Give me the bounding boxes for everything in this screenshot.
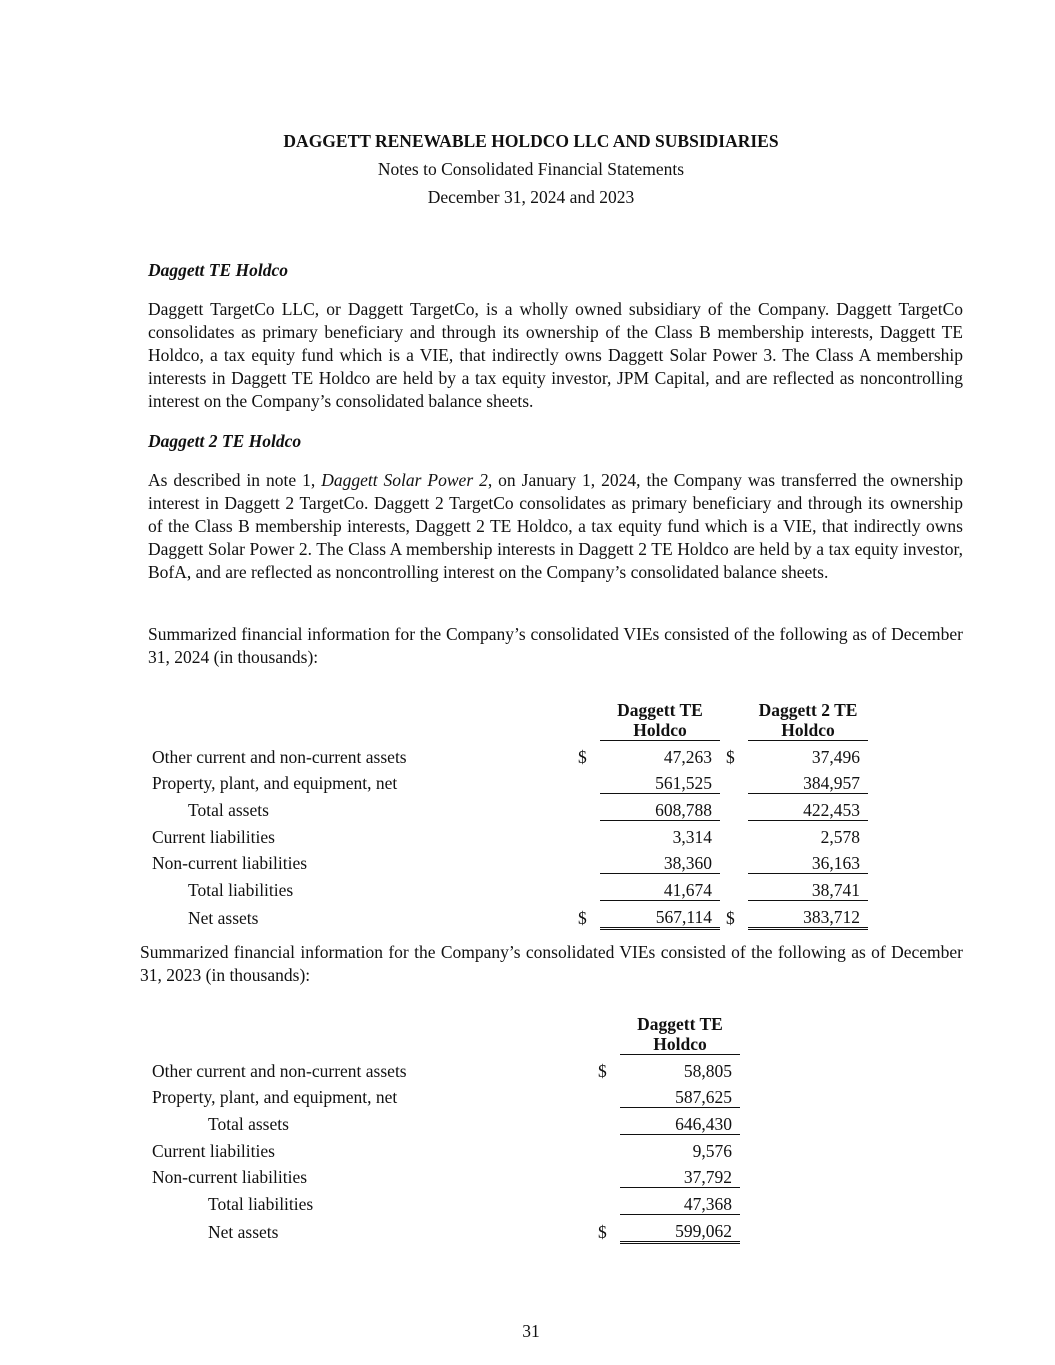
- page-number: 31: [522, 1321, 540, 1341]
- table-row-total: Total assets 646,430: [148, 1107, 740, 1134]
- table-row-total: Total liabilities 41,674 38,741: [148, 873, 868, 900]
- table-row: Other current and non-current assets $ 58,805: [152, 1060, 732, 1081]
- paragraph-daggett-2-te-holdco: [148, 469, 963, 584]
- paragraph-text: As described in note 1,: [148, 470, 322, 490]
- table-row: Current liabilities 9,576: [148, 1134, 740, 1161]
- section-heading-daggett-2-te-holdco: Daggett 2 TE Holdco: [148, 431, 302, 451]
- table-row: Other current and non-current assets $ 47,263 $ 37,496: [152, 746, 860, 767]
- vie-table-2024: [148, 692, 868, 930]
- paragraph-italic-reference: Daggett Solar Power 2: [321, 470, 488, 490]
- table-header-row: [148, 692, 868, 740]
- table-row-net: Net assets $ 599,062: [148, 1214, 740, 1242]
- table-row: Property, plant, and equipment, net 587,625: [152, 1086, 732, 1107]
- vie-table-2023: [148, 1006, 740, 1244]
- table-row-total: Total liabilities 47,368: [148, 1187, 740, 1214]
- table-header-row: [148, 1006, 740, 1054]
- paragraph-text: , on January 1, 2024, the Company was transferred the ownership interest in Daggett 2 TargetCo. Daggett 2 TargetCo consolidates as primary beneficiary and through its ownership of the Class B membership interests, Daggett 2 TE Holdco, a tax equity fund which is a VIE, that indirectly owns Daggett Solar Power 2. The Class A membership interests in Daggett 2 TE Holdco are held by a tax equity investor, BofA, and are reflected as noncontrolling interest on the Company’s consolidated balance sheets.: [148, 470, 964, 582]
- section-heading-daggett-te-holdco: Daggett TE Holdco: [148, 260, 288, 280]
- intro-2023: Summarized financial information for the Company’s consolidated VIEs consisted of the following as of December 31, 2023 (in thousands):: [140, 942, 963, 985]
- table-row-total: Total assets 608,788 422,453: [148, 793, 868, 820]
- column-header: Daggett TE Holdco: [620, 1006, 740, 1054]
- column-header: Daggett 2 TE Holdco: [748, 692, 868, 740]
- paragraph-daggett-te-holdco: Daggett TargetCo LLC, or Daggett TargetCo, is a wholly owned subsidiary of the Company. Daggett TargetCo consolidates as primary beneficiary and through its ownership of the Class B membership interests, Daggett TE Holdco, a tax equity fund which is a VIE, that indirectly owns Daggett Solar Power 3. The Class A membership interests in Daggett TE Holdco are held by a tax equity investor, JPM Capital, and are reflected as noncontrolling interest on the Company’s consolidated balance sheets.: [148, 299, 963, 411]
- table-row-net: Net assets $ 567,114 $ 383,712: [148, 900, 868, 928]
- table-row: Non-current liabilities 38,360 36,163: [152, 852, 860, 873]
- company-name: DAGGETT RENEWABLE HOLDCO LLC AND SUBSIDIARIES: [283, 131, 779, 151]
- table-row: Current liabilities 3,314 2,578: [148, 820, 868, 847]
- document-date: December 31, 2024 and 2023: [427, 187, 635, 207]
- intro-2024: Summarized financial information for the Company’s consolidated VIEs consisted of the following as of December 31, 2024 (in thousands):: [148, 624, 963, 667]
- table-row: Non-current liabilities 37,792: [152, 1166, 732, 1187]
- document-subtitle: Notes to Consolidated Financial Statements: [377, 159, 685, 179]
- column-header: Daggett TE Holdco: [600, 692, 720, 740]
- table-row: Property, plant, and equipment, net 561,525 384,957: [152, 772, 860, 793]
